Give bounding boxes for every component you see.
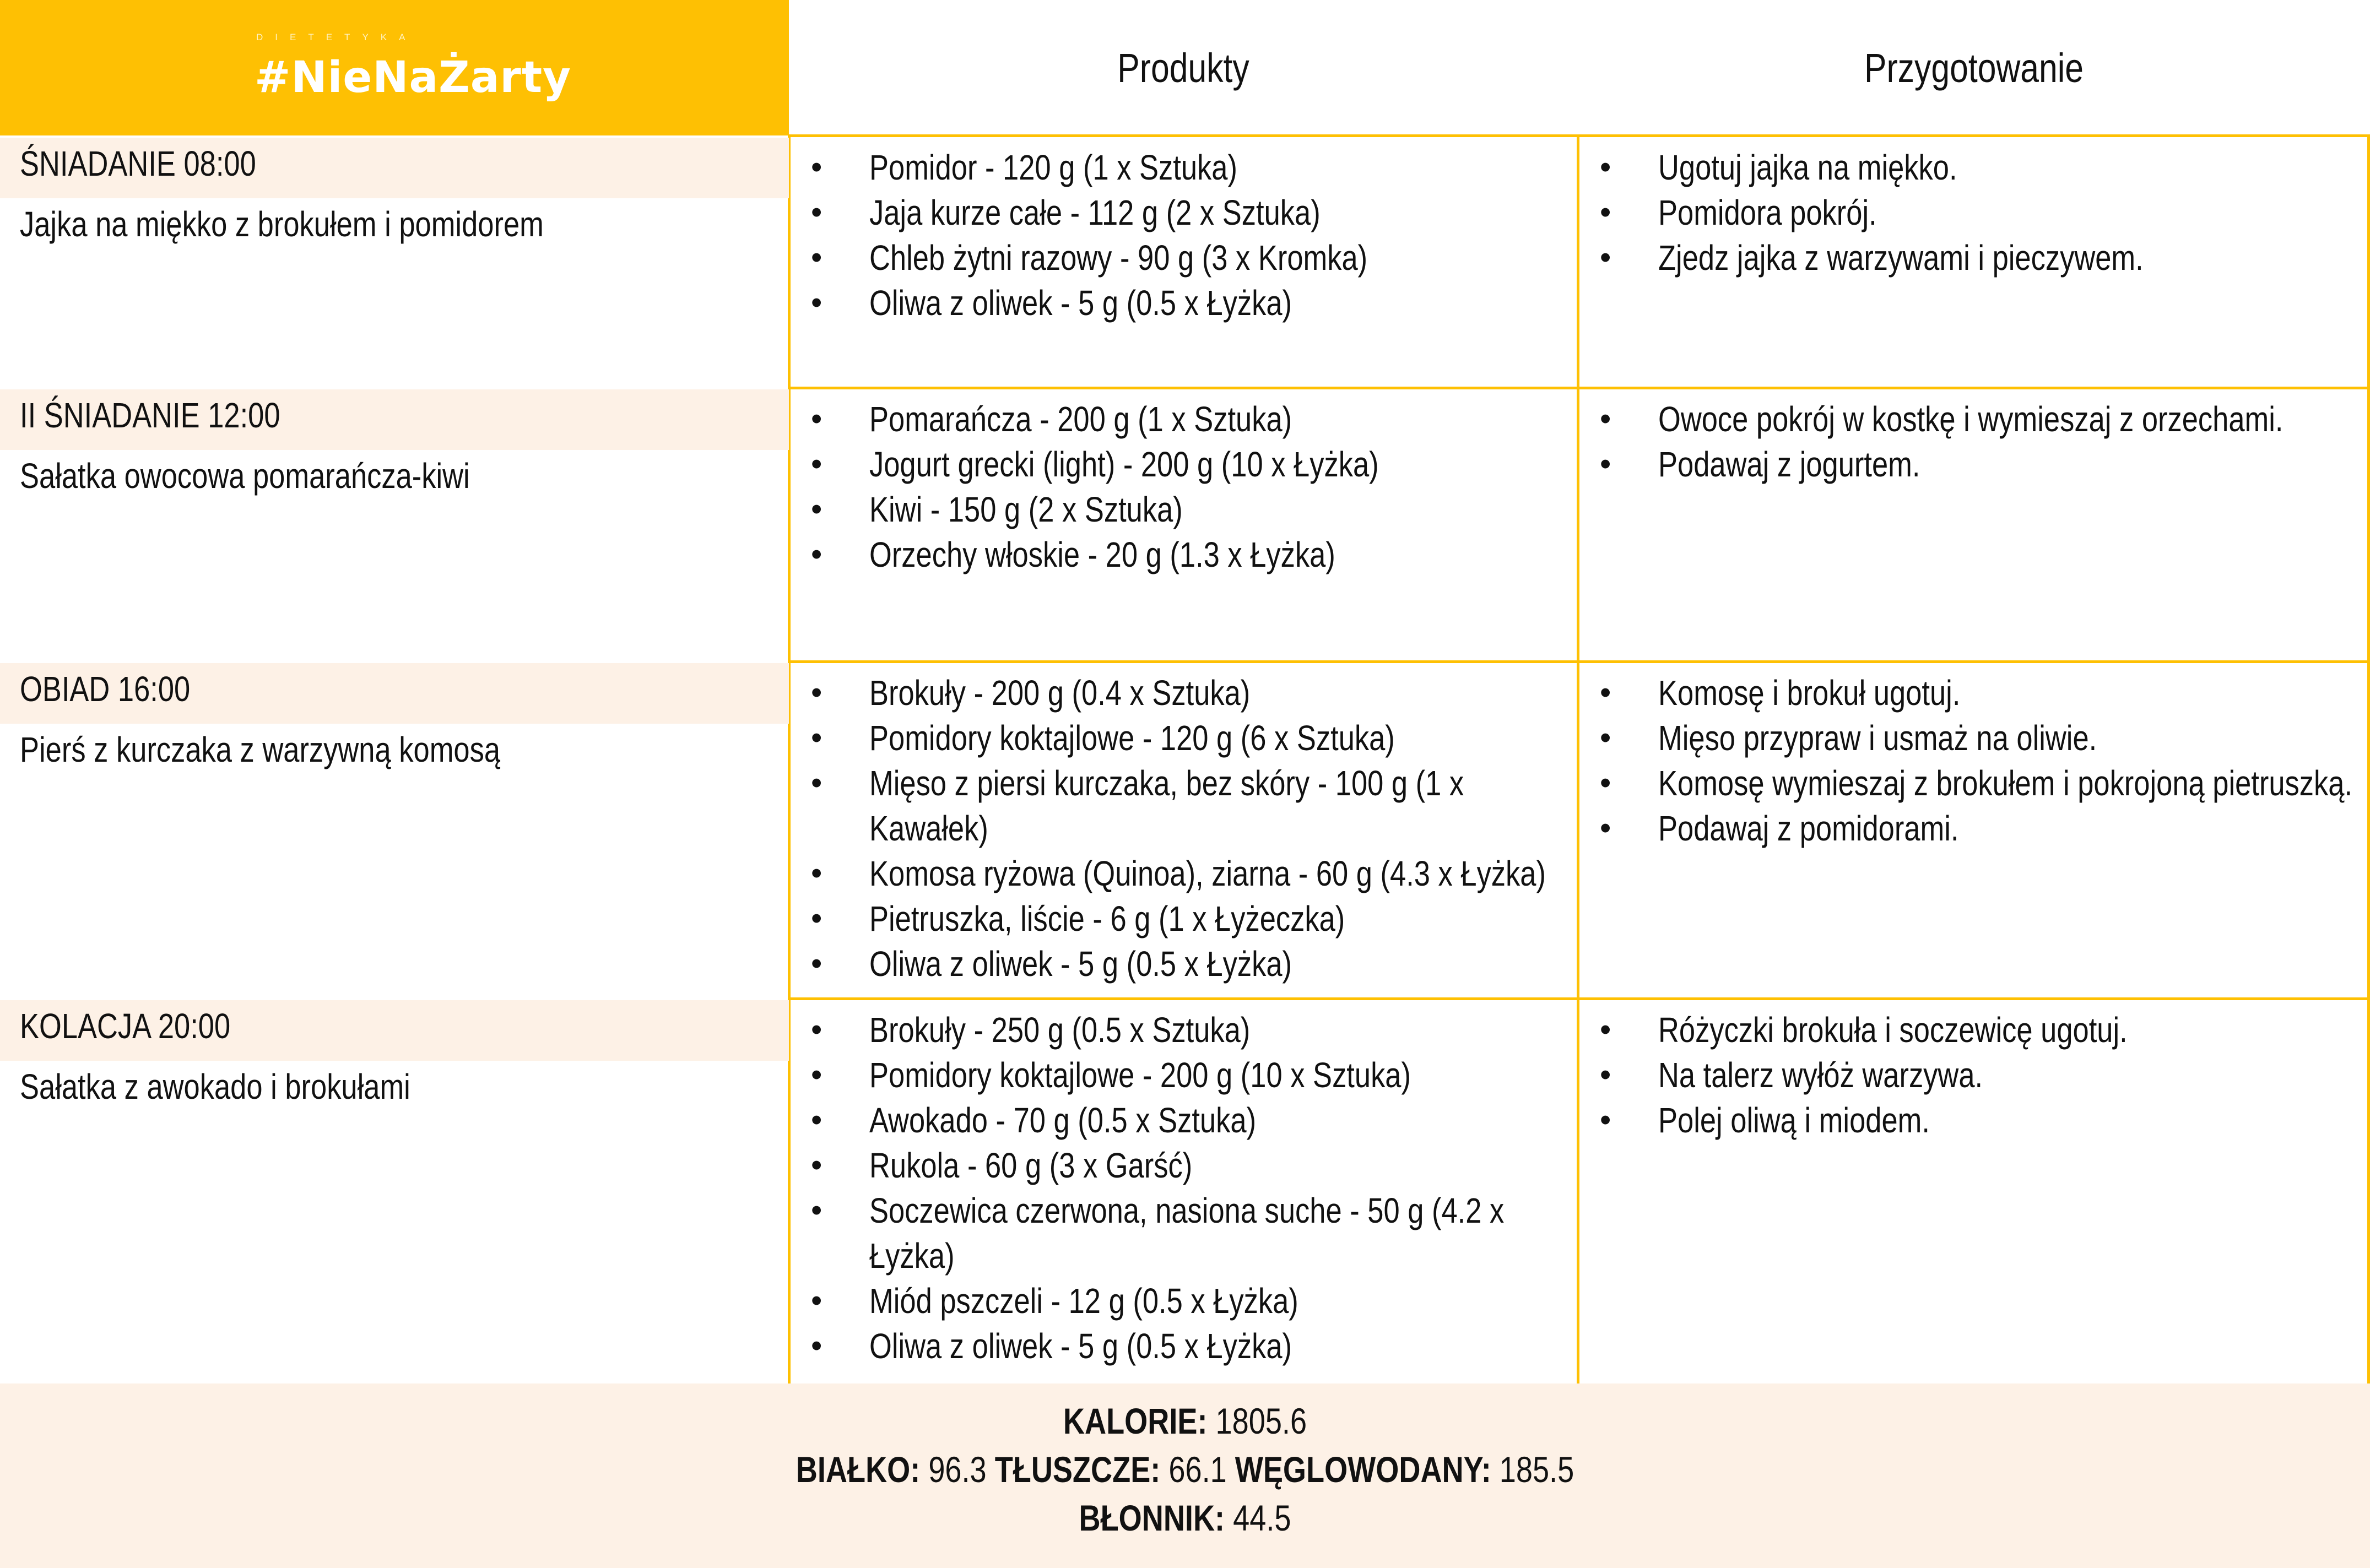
list-item: • Oliwa z oliwek - 5 g (0.5 x Łyżka)	[793, 280, 1576, 325]
meal-dish: Pierś z kurczaka z warzywną komosą	[20, 730, 501, 769]
list-item: • Kiwi - 150 g (2 x Sztuka)	[793, 487, 1576, 532]
list-item: • Pomidor - 120 g (1 x Sztuka)	[793, 145, 1576, 190]
list-item: • Mięso z piersi kurczaka, bez skóry - 100 g (1 x Kawałek)	[793, 761, 1576, 851]
list-item: • Awokado - 70 g (0.5 x Sztuka)	[793, 1098, 1576, 1143]
meal-breakfast	[0, 138, 789, 387]
meal-dish: Jajka na miękko z brokułem i pomidorem	[20, 204, 544, 244]
list-item: • Komosę i brokuł ugotuj.	[1582, 670, 2368, 715]
list-item: • Rukola - 60 g (3 x Garść)	[793, 1143, 1576, 1188]
list-item: • Brokuły - 250 g (0.5 x Sztuka)	[793, 1007, 1576, 1052]
carbs-value: 185.5	[1499, 1449, 1574, 1490]
fat-value: 66.1	[1168, 1449, 1227, 1490]
list-item: • Różyczki brokuła i soczewicę ugotuj.	[1582, 1007, 2368, 1052]
meal-second-breakfast	[0, 389, 789, 660]
nutrition-summary	[0, 1383, 2370, 1568]
list-item: • Soczewica czerwona, nasiona suche - 50 g (4.2 x Łyżka)	[793, 1188, 1576, 1278]
steps-list	[1582, 1007, 2368, 1143]
list-item: • Ugotuj jajka na miękko.	[1582, 145, 2368, 190]
list-item: • Pietruszka, liście - 6 g (1 x Łyżeczka)	[793, 896, 1576, 941]
meal-title: ŚNIADANIE 08:00	[20, 144, 256, 183]
list-item: • Podawaj z jogurtem.	[1582, 442, 2368, 487]
list-item: • Oliwa z oliwek - 5 g (0.5 x Łyżka)	[793, 941, 1576, 986]
meal-title: II ŚNIADANIE 12:00	[20, 395, 280, 435]
header-preparation: Przygotowanie	[1864, 45, 2084, 91]
divider	[789, 387, 2370, 389]
summary-line-fiber	[213, 1497, 2157, 1539]
products-list	[793, 397, 1576, 577]
list-item: • Oliwa z oliwek - 5 g (0.5 x Łyżka)	[793, 1323, 1576, 1369]
steps-list	[1582, 670, 2368, 851]
list-item: • Polej oliwą i miodem.	[1582, 1098, 2368, 1143]
list-item: • Owoce pokrój w kostkę i wymieszaj z orzechami.	[1582, 397, 2368, 442]
protein-label: BIAŁKO:	[796, 1449, 921, 1490]
meal-title: OBIAD 16:00	[20, 669, 191, 709]
list-item: • Orzechy włoskie - 20 g (1.3 x Łyżka)	[793, 532, 1576, 577]
protein-value: 96.3	[928, 1449, 987, 1490]
products-list	[793, 145, 1576, 325]
list-item: • Na talerz wyłóż warzywa.	[1582, 1052, 2368, 1098]
meal-dish: Sałatka z awokado i brokułami	[20, 1067, 410, 1106]
list-item: • Komosa ryżowa (Quinoa), ziarna - 60 g (4.3 x Łyżka)	[793, 851, 1576, 896]
meal-dinner	[0, 1000, 789, 1383]
list-item: • Pomidory koktajlowe - 200 g (10 x Sztuka)	[793, 1052, 1576, 1098]
list-item: • Pomidory koktajlowe - 120 g (6 x Sztuka)	[793, 715, 1576, 761]
list-item: • Mięso przypraw i usmaż na oliwie.	[1582, 715, 2368, 761]
meal-title: KOLACJA 20:00	[20, 1006, 231, 1046]
carbs-label: WĘGLOWODANY:	[1235, 1449, 1491, 1490]
fiber-label: BŁONNIK:	[1079, 1498, 1225, 1538]
brand-name: #NieNaŻarty	[255, 53, 571, 102]
fat-label: TŁUSZCZE:	[994, 1449, 1161, 1490]
calories-label: KALORIE:	[1063, 1401, 1208, 1441]
list-item: • Podawaj z pomidorami.	[1582, 806, 2368, 851]
divider	[789, 660, 2370, 663]
steps-list	[1582, 145, 2368, 280]
list-item: • Zjedz jajka z warzywami i pieczywem.	[1582, 235, 2368, 280]
list-item: • Brokuły - 200 g (0.4 x Sztuka)	[793, 670, 1576, 715]
list-item: • Komosę wymieszaj z brokułem i pokrojoną pietruszką.	[1582, 761, 2368, 806]
divider	[789, 997, 2370, 1000]
summary-line-macros	[213, 1448, 2157, 1490]
steps-list	[1582, 397, 2368, 487]
list-item: • Jogurt grecki (light) - 200 g (10 x Łyżka)	[793, 442, 1576, 487]
calories-value: 1805.6	[1215, 1401, 1307, 1441]
products-list	[793, 670, 1576, 986]
list-item: • Chleb żytni razowy - 90 g (3 x Kromka)	[793, 235, 1576, 280]
summary-line-calories	[213, 1400, 2157, 1442]
brand-subtitle: DIETETYKA	[256, 32, 418, 42]
list-item: • Pomarańcza - 200 g (1 x Sztuka)	[793, 397, 1576, 442]
list-item: • Jaja kurze całe - 112 g (2 x Sztuka)	[793, 190, 1576, 235]
brand-logo	[0, 0, 789, 135]
meal-dish: Sałatka owocowa pomarańcza-kiwi	[20, 456, 470, 496]
fiber-value: 44.5	[1233, 1498, 1291, 1538]
list-item: • Pomidora pokrój.	[1582, 190, 2368, 235]
divider	[789, 134, 2370, 137]
header-products: Produkty	[1117, 45, 1249, 91]
products-list	[793, 1007, 1576, 1369]
meal-lunch	[0, 663, 789, 997]
list-item: • Miód pszczeli - 12 g (0.5 x Łyżka)	[793, 1278, 1576, 1323]
